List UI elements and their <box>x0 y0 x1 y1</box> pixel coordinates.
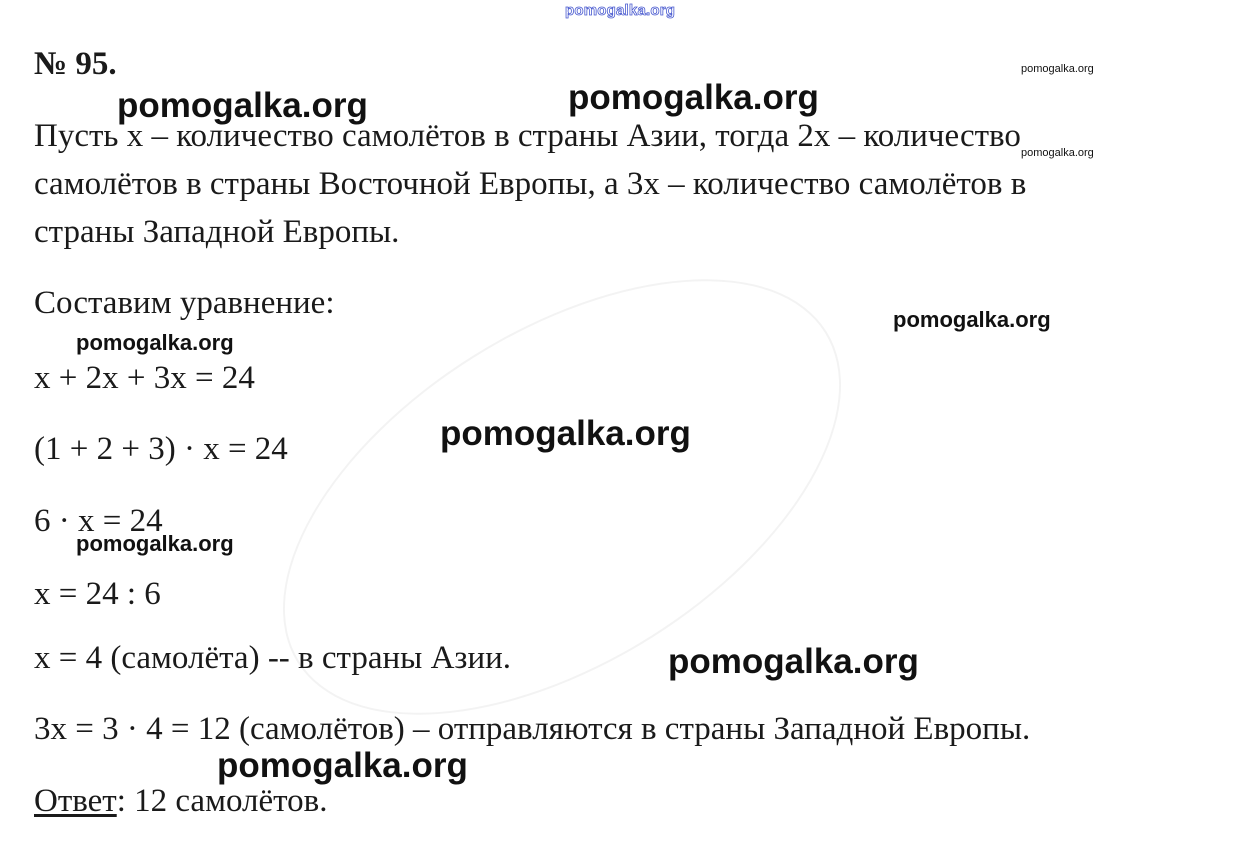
watermark: pomogalka.org <box>76 330 234 355</box>
watermark: pomogalka.org <box>568 78 819 117</box>
watermark: pomogalka.org <box>440 414 691 453</box>
answer-line <box>34 785 327 818</box>
intro-line-2: самолётов в страны Восточной Европы, а 3х – количество самолётов в <box>34 166 1027 202</box>
equation-line-4: х = 24 : 6 <box>34 576 161 612</box>
watermark: pomogalka.org <box>1021 147 1094 159</box>
problem-number: № 95. <box>34 46 117 82</box>
watermark: pomogalka.org <box>668 642 919 681</box>
compose-equation-label: Составим уравнение: <box>34 285 335 321</box>
equation-line-3: 6 · х = 24 <box>34 503 163 539</box>
watermark: pomogalka.org <box>76 531 234 556</box>
equation-line-6: 3х = 3 · 4 = 12 (самолётов) – отправляются в страны Западной Европы. <box>34 711 1031 747</box>
equation-line-5: х = 4 (самолёта) -- в страны Азии. <box>34 640 512 676</box>
equation-line-2: (1 + 2 + 3) · х = 24 <box>34 431 288 467</box>
intro-line-3: страны Западной Европы. <box>34 214 400 250</box>
answer-label: Ответ <box>34 783 117 819</box>
watermark: pomogalka.org <box>893 307 1051 332</box>
equation-line-1: х + 2х + 3х = 24 <box>34 360 255 396</box>
answer-text: : 12 самолётов. <box>116 783 328 819</box>
watermark: pomogalka.org <box>117 86 368 125</box>
intro-line-1: Пусть х – количество самолётов в страны Азии, тогда 2х – количество <box>34 118 1021 154</box>
watermark: pomogalka.org <box>217 746 468 785</box>
watermark: pomogalka.org <box>1021 63 1094 75</box>
top-watermark: pomogalka.org <box>565 2 676 19</box>
